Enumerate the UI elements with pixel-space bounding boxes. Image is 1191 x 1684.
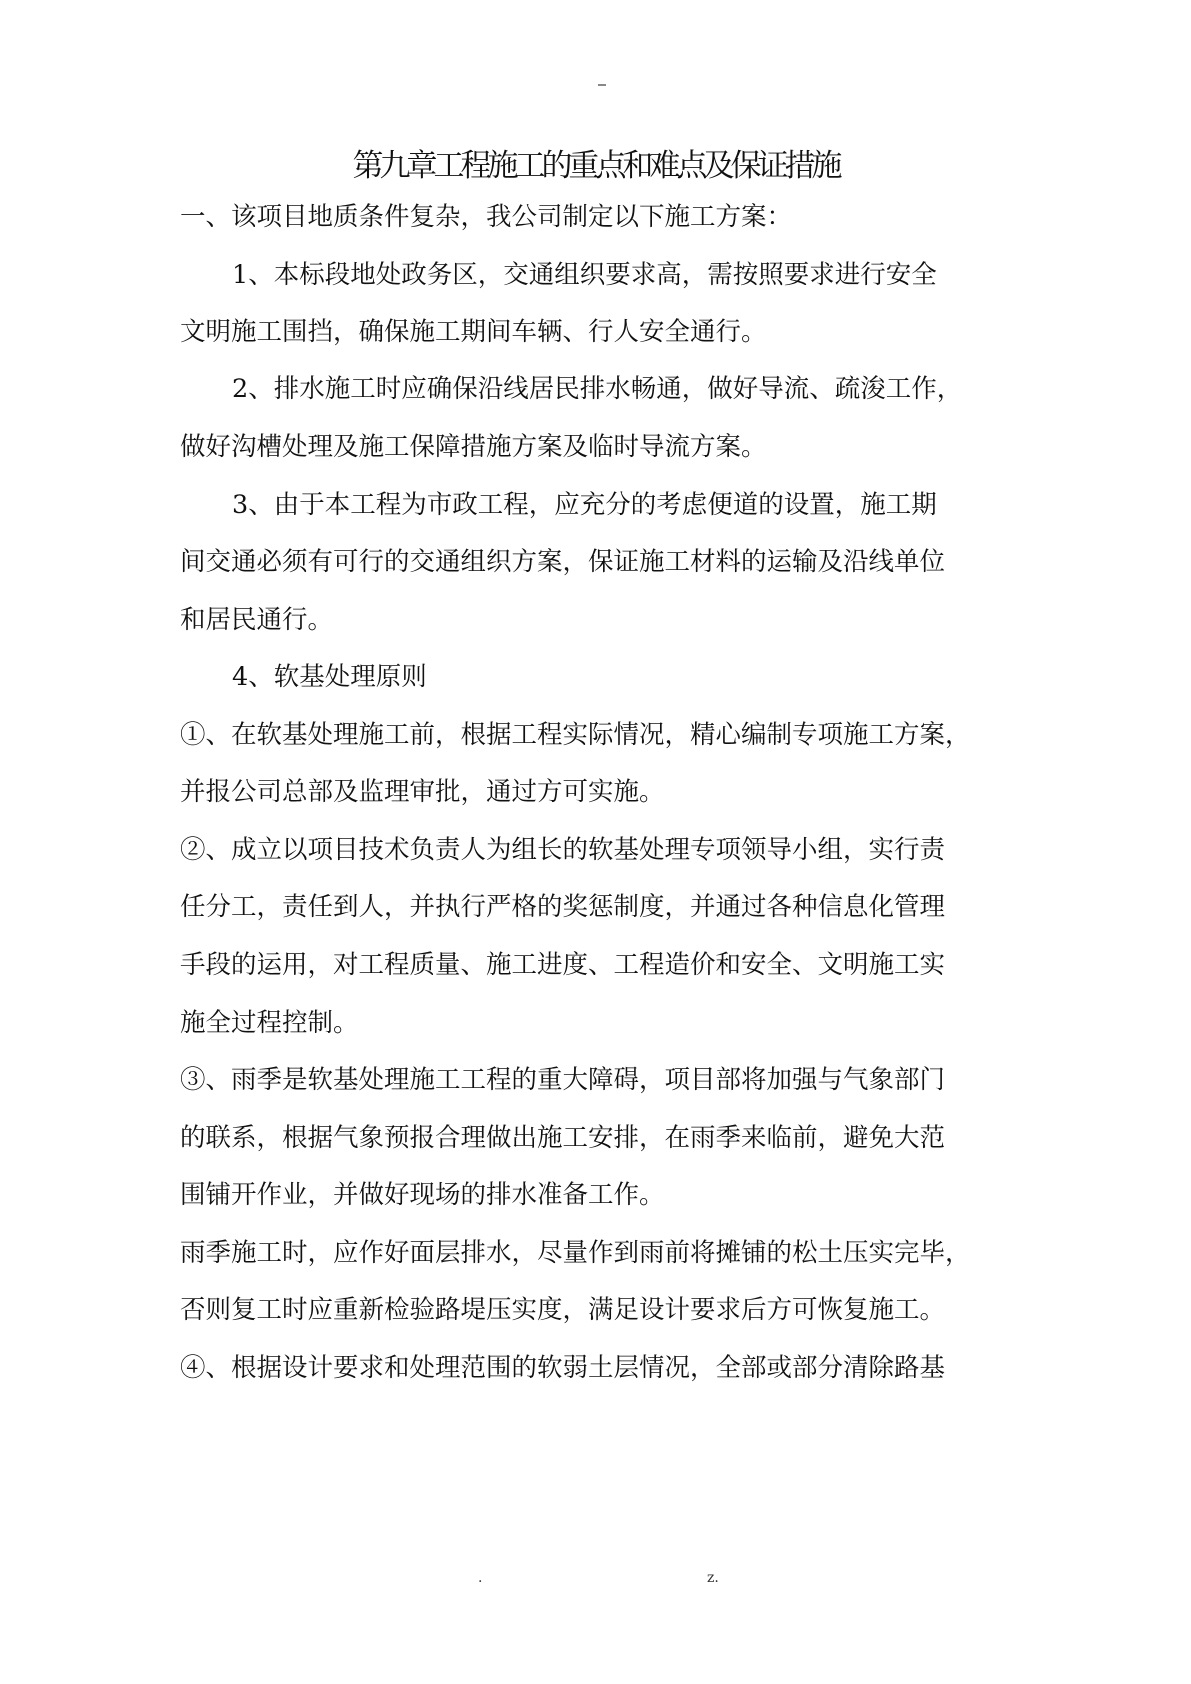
page-title: 第九章工程施工的重点和难点及保证措施 xyxy=(352,148,839,184)
footer-left-mark: . xyxy=(478,1570,483,1586)
section-heading: 一、该项目地质条件复杂，我公司制定以下施工方案： xyxy=(180,202,793,232)
paragraph-line: ③、雨季是软基处理施工工程的重大障碍，项目部将加强与气象部门 xyxy=(180,1065,946,1095)
paragraph-line: 4、软基处理原则 xyxy=(232,662,427,692)
paragraph-line: 的联系，根据气象预报合理做出施工安排，在雨季来临前，避免大范 xyxy=(180,1123,946,1153)
paragraph-line: 和居民通行。 xyxy=(180,605,334,635)
paragraph-line: 任分工，责任到人，并执行严格的奖惩制度，并通过各种信息化管理 xyxy=(180,892,946,922)
paragraph-line: 1、本标段地处政务区，交通组织要求高，需按照要求进行安全 xyxy=(232,260,937,290)
paragraph-line: ②、成立以项目技术负责人为组长的软基处理专项领导小组，实行责 xyxy=(180,835,946,865)
paragraph-line: 3、由于本工程为市政工程，应充分的考虑便道的设置，施工期 xyxy=(232,490,937,520)
paragraph-line: 做好沟槽处理及施工保障措施方案及临时导流方案。 xyxy=(180,432,767,462)
paragraph-line: 否则复工时应重新检验路堤压实度，满足设计要求后方可恢复施工。 xyxy=(180,1295,946,1325)
paragraph-line: 施全过程控制。 xyxy=(180,1008,359,1038)
paragraph-line: ④、根据设计要求和处理范围的软弱土层情况，全部或部分清除路基 xyxy=(180,1353,946,1383)
paragraph-line: 间交通必须有可行的交通组织方案，保证施工材料的运输及沿线单位 xyxy=(180,547,946,577)
header-mark xyxy=(598,84,606,86)
paragraph-line: 手段的运用，对工程质量、施工进度、工程造价和安全、文明施工实 xyxy=(180,950,946,980)
paragraph-line: 并报公司总部及监理审批，通过方可实施。 xyxy=(180,777,665,807)
paragraph-line: 围铺开作业，并做好现场的排水准备工作。 xyxy=(180,1180,665,1210)
footer-right-mark: z. xyxy=(707,1570,719,1586)
paragraph-line: ①、在软基处理施工前，根据工程实际情况，精心编制专项施工方案， xyxy=(180,720,971,750)
paragraph-line: 2、排水施工时应确保沿线居民排水畅通，做好导流、疏浚工作， xyxy=(232,374,963,404)
paragraph-line: 文明施工围挡，确保施工期间车辆、行人安全通行。 xyxy=(180,317,767,347)
paragraph-line: 雨季施工时，应作好面层排水，尽量作到雨前将摊铺的松土压实完毕， xyxy=(180,1238,971,1268)
